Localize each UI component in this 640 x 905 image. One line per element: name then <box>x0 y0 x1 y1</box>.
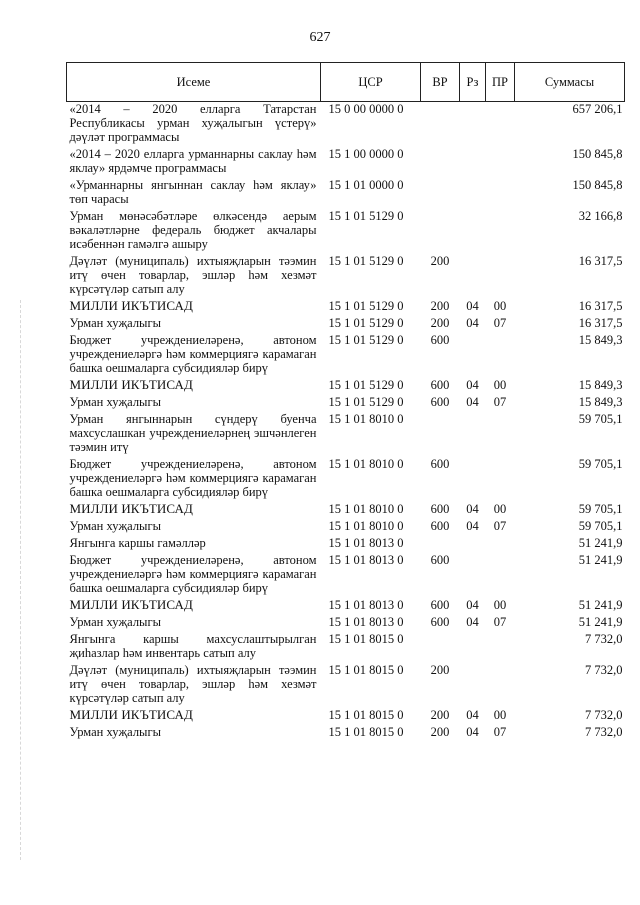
cell-name: Янгынга каршы гамәлләр <box>69 536 206 550</box>
cell-name: МИЛЛИ ИКЪТИСАД <box>69 597 193 612</box>
cell-csr: 15 1 01 5129 0 <box>328 395 404 409</box>
cell-sum: 51 241,9 <box>578 553 623 567</box>
cell-sum: 59 705,1 <box>578 457 623 471</box>
cell-sum: 150 845,8 <box>572 178 623 192</box>
cell-pr: 00 <box>493 598 507 612</box>
cell-vr <box>421 632 460 663</box>
cell-csr: 15 1 01 5129 0 <box>328 316 404 330</box>
cell-csr: 15 1 01 5129 0 <box>328 299 404 313</box>
cell-rz <box>460 457 486 502</box>
table-row <box>67 412 625 457</box>
cell-name: Бюджет учреждениеләренә, автоном учреждениеләргә һәм коммерциягә карамаган башка оешмаларга субсидияләр бирү <box>69 553 317 595</box>
header-pr: ПР <box>486 63 515 102</box>
cell-csr: 15 0 00 0000 0 <box>328 102 404 116</box>
cell-sum: 150 845,8 <box>572 147 623 161</box>
cell-sum: 59 705,1 <box>578 502 623 516</box>
cell-vr: 600 <box>430 457 450 471</box>
table-row <box>67 333 625 378</box>
table-row <box>67 457 625 502</box>
table-row <box>67 254 625 299</box>
cell-name: Урман хуҗалыгы <box>69 395 161 409</box>
header-name: Исеме <box>67 63 321 102</box>
table-row <box>67 502 625 519</box>
cell-pr <box>486 102 515 148</box>
cell-vr <box>421 209 460 254</box>
cell-vr: 600 <box>430 615 450 629</box>
cell-csr: 15 1 01 8010 0 <box>328 457 404 471</box>
cell-vr: 200 <box>430 708 450 722</box>
cell-rz: 04 <box>466 395 479 409</box>
cell-rz: 04 <box>466 615 479 629</box>
cell-name: Урман хуҗалыгы <box>69 725 161 739</box>
cell-vr <box>421 178 460 209</box>
cell-pr: 07 <box>493 615 507 629</box>
cell-name: Бюджет учреждениеләренә, автоном учреждениеләргә һәм коммерциягә карамаган башка оешмаларга субсидияләр бирү <box>69 333 317 375</box>
table-row <box>67 708 625 725</box>
cell-name: «Урманнарны янгыннан саклау һәм яклау» төп чарасы <box>69 178 317 206</box>
cell-csr: 15 1 01 0000 0 <box>328 178 404 192</box>
header-vr: ВР <box>421 63 460 102</box>
cell-rz <box>460 254 486 299</box>
cell-pr <box>486 254 515 299</box>
table-row <box>67 299 625 316</box>
cell-csr: 15 1 01 8015 0 <box>328 632 404 646</box>
cell-vr <box>421 102 460 148</box>
table-row <box>67 102 625 148</box>
table-row <box>67 209 625 254</box>
cell-sum: 51 241,9 <box>578 615 623 629</box>
cell-csr: 15 1 01 8010 0 <box>328 519 404 533</box>
cell-csr: 15 1 01 5129 0 <box>328 254 404 268</box>
table-header <box>67 63 625 102</box>
cell-name: МИЛЛИ ИКЪТИСАД <box>69 707 193 722</box>
cell-pr <box>486 536 515 553</box>
table-row <box>67 147 625 178</box>
cell-rz <box>460 412 486 457</box>
cell-rz: 04 <box>466 316 479 330</box>
cell-sum: 59 705,1 <box>578 519 623 533</box>
cell-name: Урман мөнәсәбәтләре өлкәсендә аерым вәкаләтләрне федераль бюджет акчалары исәбеннән гамәлгә ашыру <box>69 209 317 251</box>
cell-pr: 00 <box>493 708 507 722</box>
cell-csr: 15 1 00 0000 0 <box>328 147 404 161</box>
cell-sum: 32 166,8 <box>578 209 623 223</box>
cell-sum: 7 732,0 <box>585 663 623 677</box>
cell-rz: 04 <box>466 378 479 392</box>
header-csr: ЦСР <box>321 63 421 102</box>
cell-sum: 51 241,9 <box>578 598 623 612</box>
cell-name: МИЛЛИ ИКЪТИСАД <box>69 501 193 516</box>
cell-vr: 600 <box>430 502 450 516</box>
cell-vr <box>421 536 460 553</box>
cell-pr: 07 <box>493 395 507 409</box>
cell-vr: 600 <box>430 378 450 392</box>
table-row <box>67 663 625 708</box>
cell-sum: 16 317,5 <box>578 299 623 313</box>
cell-pr <box>486 632 515 663</box>
cell-csr: 15 1 01 5129 0 <box>328 378 404 392</box>
cell-rz <box>460 178 486 209</box>
cell-vr: 200 <box>430 254 450 268</box>
cell-csr: 15 1 01 8015 0 <box>328 708 404 722</box>
cell-vr: 200 <box>430 299 450 313</box>
cell-sum: 7 732,0 <box>585 725 623 739</box>
cell-name: Урман хуҗалыгы <box>69 519 161 533</box>
cell-name: Дәүләт (муниципаль) ихтыяҗларын тәэмин итү өчен товарлар, эшләр һәм хезмәт күрсәтүләр сатып алу <box>69 663 317 705</box>
table-row <box>67 553 625 598</box>
cell-csr: 15 1 01 8015 0 <box>328 663 404 677</box>
table-row <box>67 536 625 553</box>
cell-csr: 15 1 01 8010 0 <box>328 412 404 426</box>
table-row <box>67 316 625 333</box>
table-row <box>67 725 625 742</box>
cell-pr: 00 <box>493 502 507 516</box>
cell-pr: 07 <box>493 316 507 330</box>
cell-csr: 15 1 01 5129 0 <box>328 209 404 223</box>
table-row <box>67 615 625 632</box>
cell-sum: 16 317,5 <box>578 316 623 330</box>
cell-pr: 00 <box>493 299 507 313</box>
cell-vr: 600 <box>430 553 450 567</box>
cell-pr <box>486 412 515 457</box>
cell-rz <box>460 536 486 553</box>
table-row <box>67 632 625 663</box>
cell-rz: 04 <box>466 708 479 722</box>
cell-rz <box>460 147 486 178</box>
cell-pr <box>486 553 515 598</box>
cell-name: Бюджет учреждениеләренә, автоном учреждениеләргә һәм коммерциягә карамаган башка оешмаларга субсидияләр бирү <box>69 457 317 499</box>
table-row <box>67 178 625 209</box>
cell-pr <box>486 147 515 178</box>
cell-vr: 600 <box>430 395 450 409</box>
cell-name: Янгынга каршы махсуслаштырылган җиһазлар һәм инвентарь сатып алу <box>69 632 317 660</box>
cell-pr: 07 <box>493 519 507 533</box>
cell-vr: 200 <box>430 316 450 330</box>
table-row <box>67 395 625 412</box>
cell-vr: 200 <box>430 663 450 677</box>
cell-sum: 51 241,9 <box>578 536 623 550</box>
cell-sum: 15 849,3 <box>578 333 623 347</box>
cell-sum: 59 705,1 <box>578 412 623 426</box>
cell-rz <box>460 333 486 378</box>
cell-name: «2014 – 2020 елларга урманнарны саклау һәм яклау» ярдәмче программасы <box>69 147 317 175</box>
cell-pr <box>486 333 515 378</box>
cell-vr: 200 <box>430 725 450 739</box>
table-body <box>67 102 625 743</box>
cell-pr <box>486 178 515 209</box>
header-rz: Рз <box>460 63 486 102</box>
cell-vr: 600 <box>430 333 450 347</box>
header-sum: Суммасы <box>515 63 625 102</box>
table-row <box>67 519 625 536</box>
cell-csr: 15 1 01 8010 0 <box>328 502 404 516</box>
cell-pr: 00 <box>493 378 507 392</box>
cell-rz <box>460 209 486 254</box>
cell-rz <box>460 553 486 598</box>
cell-sum: 15 849,3 <box>578 395 623 409</box>
cell-rz <box>460 102 486 148</box>
cell-name: Дәүләт (муниципаль) ихтыяҗларын тәэмин итү өчен товарлар, эшләр һәм хезмәт күрсәтүләр сатып алу <box>69 254 317 296</box>
scan-margin-line <box>20 300 21 860</box>
cell-sum: 657 206,1 <box>572 102 623 116</box>
cell-pr <box>486 663 515 708</box>
cell-pr: 07 <box>493 725 507 739</box>
cell-sum: 16 317,5 <box>578 254 623 268</box>
cell-name: МИЛЛИ ИКЪТИСАД <box>69 298 193 313</box>
cell-vr: 600 <box>430 598 450 612</box>
cell-name: Урман хуҗалыгы <box>69 615 161 629</box>
cell-rz: 04 <box>466 725 479 739</box>
cell-csr: 15 1 01 8013 0 <box>328 536 404 550</box>
cell-pr <box>486 209 515 254</box>
cell-csr: 15 1 01 8013 0 <box>328 553 404 567</box>
page-number: 627 <box>309 30 331 45</box>
budget-table <box>66 62 625 742</box>
cell-csr: 15 1 01 5129 0 <box>328 333 404 347</box>
cell-rz: 04 <box>466 502 479 516</box>
cell-rz: 04 <box>466 519 479 533</box>
cell-sum: 7 732,0 <box>585 632 623 646</box>
table-row <box>67 378 625 395</box>
cell-pr <box>486 457 515 502</box>
cell-csr: 15 1 01 8015 0 <box>328 725 404 739</box>
cell-name: «2014 – 2020 елларга Татарстан Республикасы урман хуҗалыгын үстерү» дәүләт программасы <box>69 102 317 144</box>
cell-vr <box>421 147 460 178</box>
cell-name: Урман янгыннарын сүндерү буенча махсуслашкан учреждениеләрнең эшчәнлеген тәэмин итү <box>69 412 317 454</box>
cell-sum: 7 732,0 <box>585 708 623 722</box>
table-row <box>67 598 625 615</box>
cell-rz <box>460 632 486 663</box>
cell-vr: 600 <box>430 519 450 533</box>
cell-rz: 04 <box>466 598 479 612</box>
cell-csr: 15 1 01 8013 0 <box>328 598 404 612</box>
cell-csr: 15 1 01 8013 0 <box>328 615 404 629</box>
cell-rz: 04 <box>466 299 479 313</box>
cell-name: МИЛЛИ ИКЪТИСАД <box>69 377 193 392</box>
cell-vr <box>421 412 460 457</box>
cell-rz <box>460 663 486 708</box>
cell-sum: 15 849,3 <box>578 378 623 392</box>
cell-name: Урман хуҗалыгы <box>69 316 161 330</box>
